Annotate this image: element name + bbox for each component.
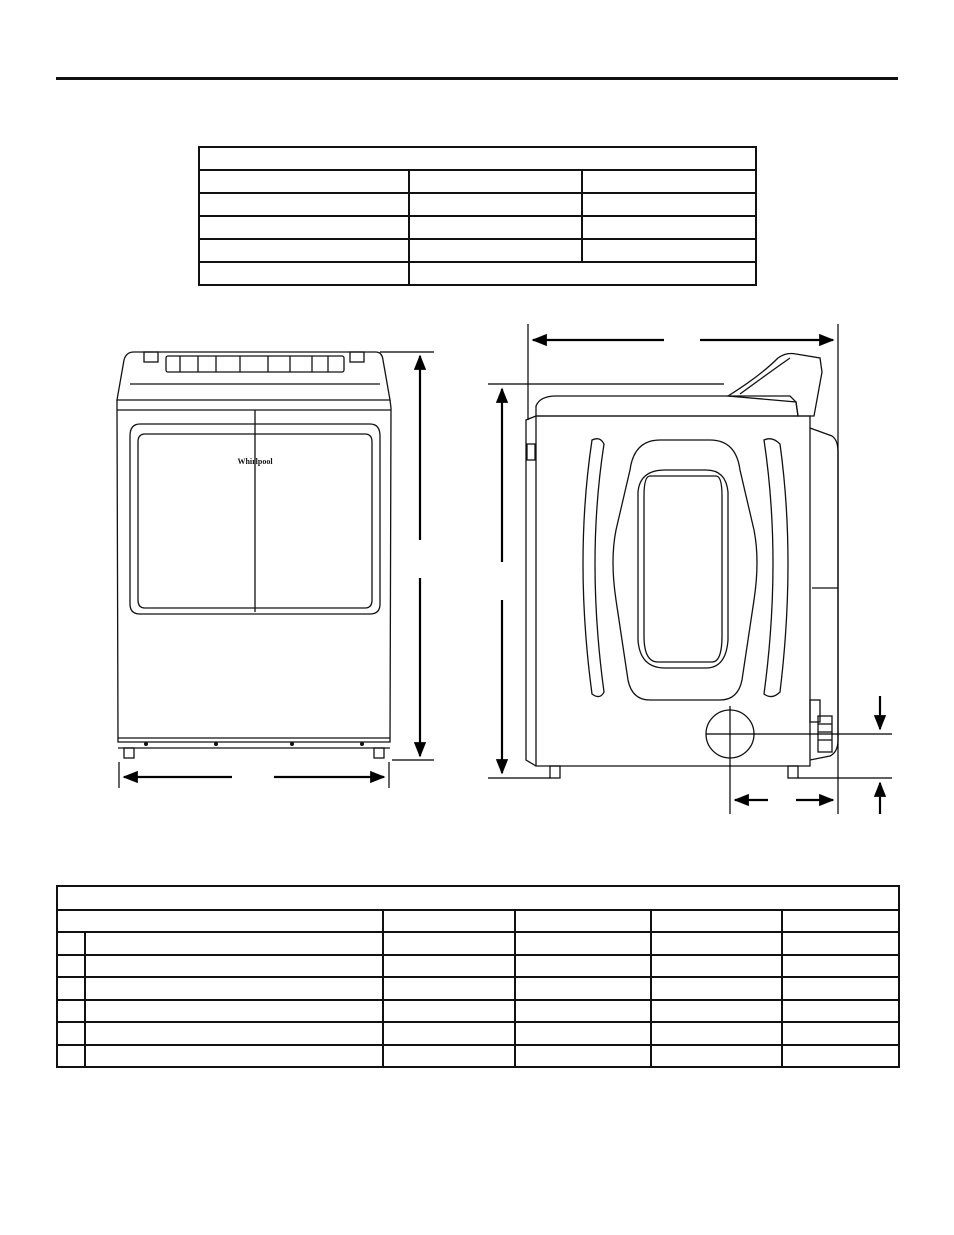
side-cabinet [536, 416, 810, 766]
dims-cell [383, 955, 515, 977]
front-dimension-arrows [124, 356, 420, 777]
dims-cell [782, 1000, 899, 1022]
dims-row [57, 932, 899, 954]
dims-cell [515, 1022, 651, 1044]
dims-header-cell [651, 910, 782, 932]
dims-cell [651, 955, 782, 977]
dims-title [57, 886, 899, 910]
dims-cell [782, 1022, 899, 1044]
dims-cell [85, 932, 383, 954]
side-view [526, 354, 838, 779]
dims-cell [651, 1045, 782, 1067]
dims-cell [515, 955, 651, 977]
dims-cell [651, 932, 782, 954]
side-dimension-arrows [502, 340, 880, 814]
dims-cell [515, 932, 651, 954]
dims-cell [782, 1045, 899, 1067]
dims-letter-cell [57, 955, 85, 977]
dims-row [57, 1045, 899, 1067]
front-view [117, 352, 391, 758]
side-window-inner [638, 470, 728, 668]
dims-cell [782, 955, 899, 977]
dims-cell [651, 1000, 782, 1022]
dims-cell [383, 1022, 515, 1044]
dims-header-row [57, 910, 899, 932]
dims-cell [85, 977, 383, 999]
dims-header-cell [782, 910, 899, 932]
dims-cell [515, 1045, 651, 1067]
front-cabinet [117, 400, 391, 742]
dims-cell [383, 977, 515, 999]
dims-cell [515, 1000, 651, 1022]
dims-cell [383, 1045, 515, 1067]
dims-cell [651, 977, 782, 999]
dims-cell [515, 977, 651, 999]
dims-cell [85, 955, 383, 977]
dims-cell [85, 1045, 383, 1067]
dims-header-cell [57, 910, 383, 932]
dims-cell [85, 1000, 383, 1022]
dims-letter-cell [57, 1000, 85, 1022]
dims-row [57, 955, 899, 977]
dims-cell [85, 1022, 383, 1044]
dims-cell [383, 1000, 515, 1022]
front-dimension-lines [119, 352, 434, 788]
dims-letter-cell [57, 932, 85, 954]
dims-row [57, 1000, 899, 1022]
side-window-outer [613, 440, 757, 700]
dims-header-cell [515, 910, 651, 932]
dims-title-row [57, 886, 899, 910]
dims-header-cell [383, 910, 515, 932]
dims-letter-cell [57, 1022, 85, 1044]
dims-cell [782, 932, 899, 954]
dims-cell [651, 1022, 782, 1044]
side-console [728, 354, 822, 417]
dims-letter-cell [57, 977, 85, 999]
dims-cell [383, 932, 515, 954]
dimensions-table [56, 885, 900, 1068]
dims-row [57, 1022, 899, 1044]
dims-row [57, 977, 899, 999]
dims-cell [782, 977, 899, 999]
dims-letter-cell [57, 1045, 85, 1067]
front-logo: Whirlpool [237, 457, 273, 466]
